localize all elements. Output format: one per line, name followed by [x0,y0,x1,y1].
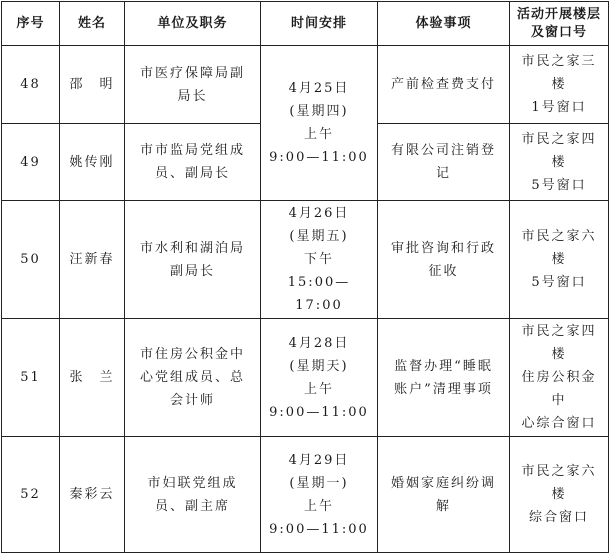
cell-time [261,46,378,201]
cell-line: 征收 [428,263,459,279]
cell-line: 市妇联党组成 [147,475,238,491]
cell-unit [125,201,261,319]
cell-line: 会计师 [169,393,215,408]
cell-line: 住房公积金中 [521,370,597,408]
cell-line: 市民之家六楼 [521,464,597,502]
cell-line: 市民之家六楼 [521,229,597,267]
header-item: 体验事项 [378,2,510,46]
cell-line: 市水利和湖泊局 [139,240,245,256]
cell-place [510,124,609,201]
cell-place [510,319,609,437]
cell-line: 解 [435,498,451,514]
cell-line: 有限公司注销登 [390,143,496,158]
cell-no: 51 [2,319,60,437]
cell-item [378,46,510,124]
cell-line: 4月28日 [288,335,350,351]
cell-line: 5号窗口 [531,275,587,290]
cell-line: 市民之家三楼 [521,54,597,92]
cell-line: 员、副局长 [154,166,230,181]
cell-line: 15:00—17:00 [287,275,351,313]
cell-line: 婚姻家庭纠纷调 [390,475,496,491]
cell-place [510,201,609,319]
cell-line: (星期一) [289,475,349,491]
cell-time [261,437,378,553]
cell-unit [125,319,261,437]
cell-name: 汪新春 [60,201,125,319]
table-row [2,319,609,437]
cell-unit [125,124,261,201]
cell-no: 50 [2,201,60,319]
cell-item [378,124,510,201]
cell-line: 账户”清理事项 [394,381,493,397]
cell-line: 副局长 [169,263,215,279]
cell-place [510,437,609,553]
cell-name: 张 兰 [60,319,125,437]
header-row [2,2,609,46]
cell-line: 市市监局党组成 [139,143,245,158]
cell-line: 审批咨询和行政 [390,240,496,256]
cell-no: 49 [2,124,60,201]
cell-line: 4月26日 [288,206,350,221]
cell-no: 52 [2,437,60,553]
cell-item [378,201,510,319]
cell-item [378,437,510,553]
cell-line: 下午 [303,252,334,267]
cell-line: 监督办理“睡眠 [394,358,493,374]
header-place-line: 及窗口号 [530,24,587,40]
cell-line: 心党组成员、总 [139,370,245,385]
header-name: 姓名 [60,2,125,46]
cell-time [261,319,378,437]
cell-line: 5号窗口 [531,177,587,193]
cell-line: 上午 [303,498,334,514]
cell-name: 姚传刚 [60,124,125,201]
header-no: 序号 [2,2,60,46]
cell-line: 4月25日 [288,81,350,96]
cell-name: 秦彩云 [60,437,125,553]
table-row [2,437,609,553]
cell-line: 员、副主席 [154,498,230,514]
cell-line: (星期四) [289,104,349,119]
cell-place [510,46,609,124]
cell-line: 综合窗口 [528,510,589,525]
table-row [2,46,609,124]
cell-line: 市民之家四楼 [521,324,597,362]
cell-line: 市医疗保障局副 [139,65,245,81]
cell-line: (星期五) [289,229,349,244]
header-unit: 单位及职务 [125,2,261,46]
table-row [2,201,609,319]
header-place [510,2,609,46]
schedule-table [1,1,609,553]
cell-unit [125,437,261,553]
cell-name: 邵 明 [60,46,125,124]
cell-line: (星期天) [289,358,349,374]
cell-line: 记 [435,166,451,181]
cell-line: 1号窗口 [531,100,587,115]
cell-line: 9:00—11:00 [269,521,369,537]
header-time: 时间安排 [261,2,378,46]
cell-time [261,201,378,319]
cell-line: 产前检查费支付 [390,77,496,92]
cell-item [378,319,510,437]
header-place-line: 活动开展楼层 [516,6,601,22]
cell-line: 4月29日 [288,452,350,468]
cell-line: 9:00—11:00 [269,404,369,420]
cell-unit [125,46,261,124]
cell-line: 心综合窗口 [521,416,597,431]
cell-line: 市民之家四楼 [521,131,597,170]
cell-line: 市住房公积金中 [139,347,245,362]
cell-line: 上午 [303,127,334,142]
cell-line: 9:00—11:00 [269,150,369,165]
cell-no: 48 [2,46,60,124]
cell-line: 上午 [303,381,334,397]
cell-line: 局长 [177,88,208,104]
